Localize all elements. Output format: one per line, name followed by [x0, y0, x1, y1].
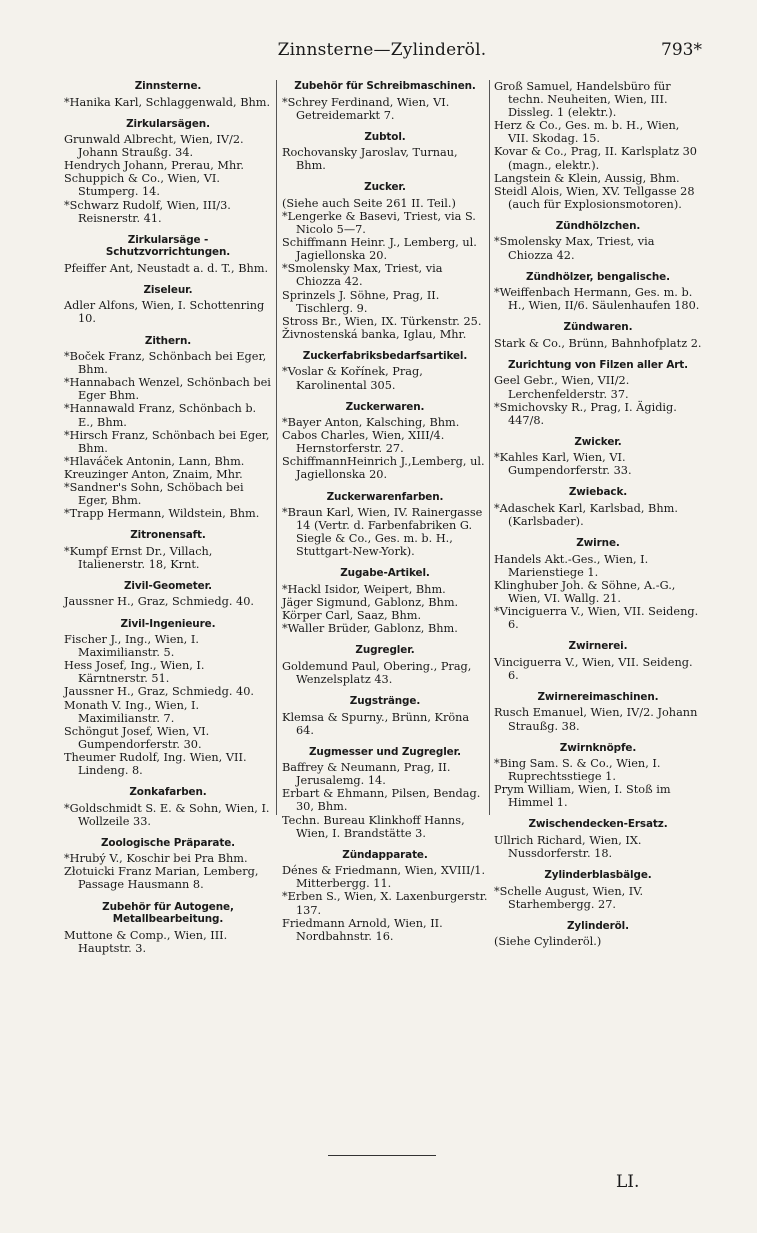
section-heading: Ziseleur. — [143, 283, 193, 296]
directory-entry: *Erben S., Wien, X. Laxenburgerstr. 137. — [282, 890, 488, 917]
directory-entry: *Waller Brüder, Gablonz, Bhm. — [282, 622, 458, 636]
directory-entry: *Smolensky Max, Triest, via Chiozza 42. — [494, 235, 655, 262]
directory-entry: (Siehe auch Seite 261 II. Teil.) — [282, 196, 456, 210]
directory-entry: Geel Gebr., Wien, VII/2. Lerchenfelderstr. 37. — [494, 374, 630, 401]
section-heading: Zwirnereimaschinen. — [537, 690, 659, 703]
section-heading: Zinnsterne. — [134, 80, 202, 92]
directory-entry: *Vinciguerra V., Wien, VII. Seideng. 6. — [494, 605, 699, 632]
directory-entry: *Bayer Anton, Kalsching, Bhm. — [282, 416, 460, 430]
directory-entry: Hess Josef, Ing., Wien, I. Kärntnerstr. 51. — [64, 659, 205, 686]
section-heading: Zithern. — [144, 334, 192, 347]
section-number: LI. — [616, 1172, 640, 1192]
directory-entry: Friedmann Arnold, Wien, II. Nordbahnstr. 16. — [282, 916, 443, 943]
directory-entry: Schiffmann Heinr. J., Lemberg, ul. Jagiellonska 20. — [282, 236, 477, 263]
section-heading: Zuckerwaren. — [345, 400, 425, 413]
directory-entry: Rusch Emanuel, Wien, IV/2. Johann Straußg. 38. — [494, 706, 698, 733]
directory-entry: *Boček Franz, Schönbach bei Eger, Bhm. — [64, 350, 267, 377]
section-heading: Zubtol. — [364, 130, 406, 143]
directory-entry: Handels Akt.-Ges., Wien, I. Marienstiege 1. — [494, 552, 649, 579]
directory-entry: Złotuicki Franz Marian, Lemberg, Passage Hausmann 8. — [64, 865, 259, 892]
directory-entry: *Trapp Hermann, Wildstein, Bhm. — [64, 507, 260, 521]
directory-entry: Ullrich Richard, Wien, IX. Nussdorferstr. 18. — [494, 833, 642, 861]
directory-entry: *Hannawald Franz, Schönbach b. E., Bhm. — [64, 402, 257, 429]
directory-entry: *Hackl Isidor, Weipert, Bhm. — [282, 582, 446, 596]
directory-entry: *Schrey Ferdinand, Wien, VI. Getreidemarkt 7. — [282, 95, 450, 122]
column-3 — [494, 80, 702, 948]
section-heading: Zugmesser und Zugregler. — [308, 745, 462, 758]
section-heading: Zivil-Geometer. — [124, 579, 212, 592]
directory-entry: *Hlaváček Antonin, Lann, Bhm. — [64, 454, 245, 468]
footer-rule — [328, 1155, 436, 1156]
directory-entry: Dénes & Friedmann, Wien, XVIII/1. Mitterbergg. 11. — [282, 864, 486, 891]
section-heading: Zylinderblasbälge. — [544, 869, 652, 882]
page-header — [62, 40, 702, 64]
directory-entry: Prym William, Wien, I. Stoß im Himmel 1. — [494, 783, 671, 810]
directory-entry: Stark & Co., Brünn, Bahnhofplatz 2. — [494, 336, 702, 350]
directory-entry: *Goldschmidt S. E. & Sohn, Wien, I. Wollzeile 33. — [64, 801, 270, 828]
section-heading: Zwischendecken-Ersatz. — [528, 818, 668, 831]
directory-entry: Techn. Bureau Klinkhoff Hanns, Wien, I. Brandstätte 3. — [282, 813, 465, 840]
directory-entry: SchiffmannHeinrich J.,Lemberg, ul. Jagiellonska 20. — [282, 455, 485, 482]
column-divider — [489, 80, 490, 815]
section-heading: Zündwaren. — [563, 321, 633, 334]
column-2 — [282, 80, 488, 943]
directory-entry: Schuppich & Co., Wien, VI. Stumperg. 14. — [64, 172, 220, 199]
section-heading: Zonkafarben. — [129, 786, 207, 799]
section-heading: Zuckerwarenfarben. — [326, 490, 444, 503]
directory-entry: Jäger Sigmund, Gablonz, Bhm. — [282, 596, 459, 610]
directory-entry: *Schwarz Rudolf, Wien, III/3. Reisnerstr. 41. — [64, 198, 231, 225]
section-heading: Zugstränge. — [349, 695, 421, 707]
column-1 — [64, 80, 272, 955]
section-heading: Zündapparate. — [342, 848, 428, 861]
directory-entry: Körper Carl, Saaz, Bhm. — [282, 609, 422, 623]
directory-entry: *Bing Sam. S. & Co., Wien, I. Ruprechtsstiege 1. — [494, 757, 661, 784]
column-divider — [276, 80, 277, 815]
directory-entry: Rochovansky Jaroslav, Turnau, Bhm. — [282, 146, 458, 173]
directory-entry: *Adaschek Karl, Karlsbad, Bhm. (Karlsbader). — [494, 501, 678, 529]
directory-entry: Vinciguerra V., Wien, VII. Seideng. 6. — [494, 655, 693, 682]
directory-entry: Jaussner H., Graz, Schmiedg. 40. — [64, 685, 254, 699]
directory-entry: *Lengerke & Basevi, Triest, via S. Nicolo 5—7. — [282, 209, 476, 237]
directory-entry: *Hrubý V., Koschir bei Pra Bhm. — [64, 852, 248, 866]
directory-entry: *Kahles Karl, Wien, VI. Gumpendorferstr. 33. — [494, 451, 632, 478]
directory-entry: Hendrych Johann, Prerau, Mhr. — [64, 159, 244, 173]
directory-entry: Goldemund Paul, Obering., Prag, Wenzelsplatz 43. — [282, 659, 472, 686]
section-heading: Zwieback. — [568, 486, 628, 499]
section-heading: Zwirnknöpfe. — [559, 741, 637, 754]
directory-entry: Fischer J., Ing., Wien, I. Maximilianstr. 5. — [64, 633, 199, 660]
section-heading: Zoologische Präparate. — [100, 836, 235, 849]
directory-entry: Živnostenská banka, Iglau, Mhr. — [282, 327, 467, 341]
directory-entry: (Siehe Cylinderöl.) — [494, 935, 602, 949]
section-heading: Zylinderöl. — [567, 919, 629, 932]
section-heading: Zugregler. — [355, 644, 415, 657]
directory-entry: *Hannabach Wenzel, Schönbach bei Eger Bhm. — [64, 376, 271, 403]
directory-entry: Baffrey & Neumann, Prag, II. Jerusalemg. 14. — [282, 761, 451, 788]
directory-entry: *Kumpf Ernst Dr., Villach, Italienerstr. 18, Krnt. — [64, 544, 213, 571]
directory-entry: Herz & Co., Ges. m. b. H., Wien, VII. Skodag. 15. — [494, 119, 680, 146]
directory-entry: Klinghuber Joh. & Söhne, A.-G., Wien, VI. Wallg. 21. — [494, 578, 676, 605]
directory-entry: Groß Samuel, Handelsbüro für techn. Neuheiten, Wien, III. Dissleg. 1 (elektr.). — [494, 80, 671, 120]
section-heading: Zirkularsägen. — [126, 117, 210, 130]
directory-entry: *Hanika Karl, Schlaggenwald, Bhm. — [64, 95, 271, 109]
directory-entry: *Smichovsky R., Prag, I. Ägidig. 447/8. — [494, 400, 677, 427]
directory-entry: *Smolensky Max, Triest, via Chiozza 42. — [282, 262, 443, 289]
section-heading: Zugabe-Artikel. — [340, 567, 430, 580]
directory-entry: Theumer Rudolf, Ing. Wien, VII. Lindeng. 8. — [64, 750, 247, 777]
section-heading: Zwicker. — [574, 435, 622, 448]
section-heading: Zubehör für Schreibmaschinen. — [294, 80, 476, 92]
section-heading: Zurichtung von Filzen aller Art. — [507, 358, 689, 371]
directory-entry: Jaussner H., Graz, Schmiedg. 40. — [64, 595, 254, 609]
page-title: Zinnsterne—Zylinderöl. — [277, 40, 487, 60]
section-heading: Zündhölzchen. — [555, 219, 641, 232]
directory-entry: *Voslar & Kořínek, Prag, Karolinental 305. — [282, 365, 423, 392]
directory-entry: Muttone & Comp., Wien, III. Hauptstr. 3. — [64, 928, 228, 955]
directory-entry: Kovar & Co., Prag, II. Karlsplatz 30 (magn., elektr.). — [494, 145, 697, 172]
directory-entry: *Weiffenbach Hermann, Ges. m. b. H., Wien, II/6. Säulenhaufen 180. — [494, 286, 700, 313]
directory-entry: Klemsa & Spurny., Brünn, Kröna 64. — [282, 710, 470, 737]
directory-entry: Adler Alfons, Wien, I. Schottenring 10. — [64, 299, 265, 326]
directory-entry: Schöngut Josef, Wien, VI. Gumpendorferstr. 30. — [64, 724, 210, 751]
directory-entry: *Hirsch Franz, Schönbach bei Eger, Bhm. — [64, 428, 270, 455]
section-heading: Zündhölzer, bengalische. — [526, 270, 670, 283]
section-heading: Zitronensaft. — [130, 529, 206, 542]
section-heading: Zucker. — [364, 181, 406, 194]
directory-entry: *Sandner's Sohn, Schöbach bei Eger, Bhm. — [64, 480, 244, 508]
directory-entry: Pfeiffer Ant, Neustadt a. d. T., Bhm. — [64, 261, 269, 275]
directory-entry: Langstein & Klein, Aussig, Bhm. — [494, 171, 680, 185]
directory-entry: Kreuzinger Anton, Znaim, Mhr. — [64, 467, 243, 481]
directory-entry: Stross Br., Wien, IX. Türkenstr. 25. — [282, 314, 482, 328]
directory-entry: *Braun Karl, Wien, IV. Rainergasse 14 (Vertr. d. Farbenfabriken G. Siegle & Co., Ges. m. b. H., Stuttgart-New-York). — [282, 506, 483, 559]
section-heading: Zuckerfabriksbedarfsartikel. — [302, 349, 468, 362]
directory-entry: Cabos Charles, Wien, XIII/4. Hernstorferstr. 27. — [282, 429, 445, 456]
section-heading: Zubehör für Autogene, Metallbearbeitung. — [102, 900, 234, 926]
directory-entry: Steidl Alois, Wien, XV. Tellgasse 28 (auch für Explosionsmotoren). — [494, 184, 695, 211]
directory-entry: Sprinzels J. Söhne, Prag, II. Tischlerg. 9. — [282, 288, 440, 315]
section-heading: Zwirne. — [576, 537, 620, 550]
section-heading: Zwirnerei. — [568, 640, 628, 653]
directory-entry: *Schelle August, Wien, IV. Starhembergg. 27. — [494, 884, 644, 911]
section-heading: Zirkularsäge - Schutzvorrichtungen. — [105, 233, 231, 259]
directory-entry: Erbart & Ehmann, Pilsen, Bendag. 30, Bhm. — [282, 787, 481, 814]
page-number: 793* — [661, 40, 702, 60]
directory-entry: Monath V. Ing., Wien, I. Maximilianstr. 7. — [64, 698, 200, 725]
directory-entry: Grunwald Albrecht, Wien, IV/2. Johann Straußg. 34. — [64, 133, 244, 160]
section-heading: Zivil-Ingenieure. — [120, 617, 216, 630]
